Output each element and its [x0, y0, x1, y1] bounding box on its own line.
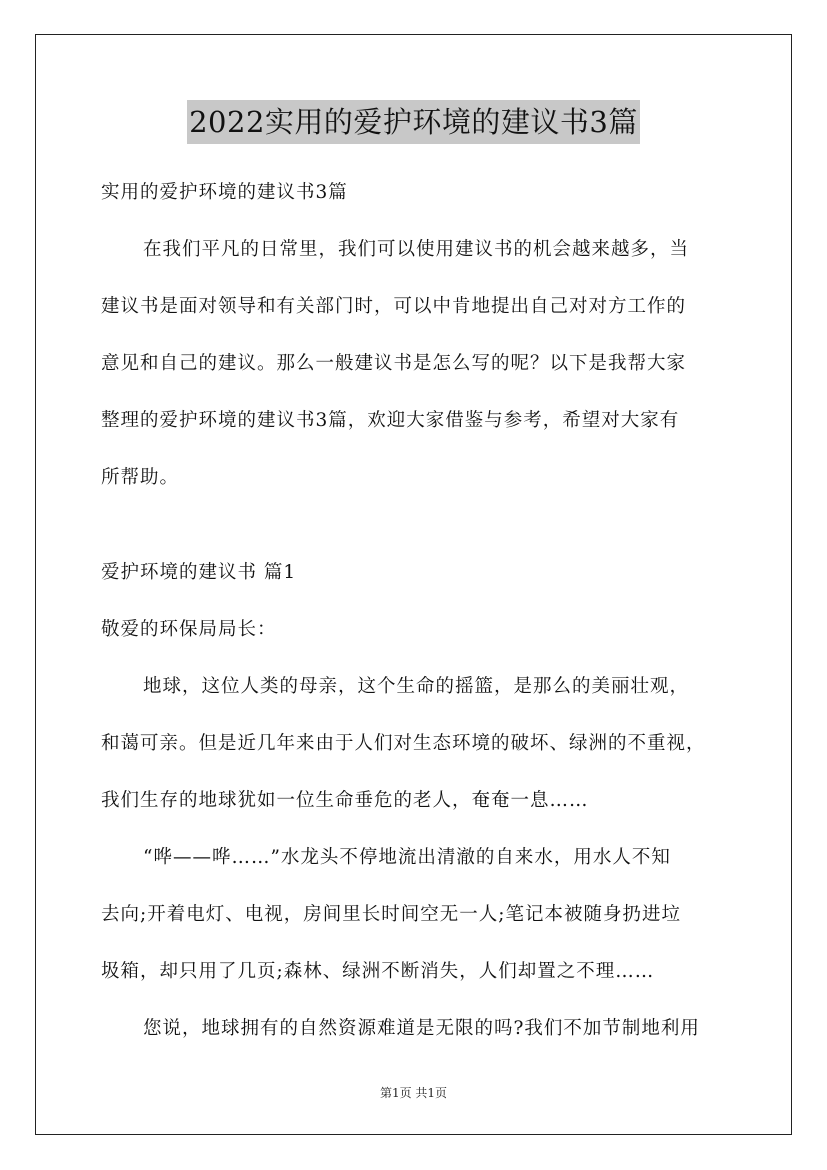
paragraph-line: 建议书是面对领导和有关部门时，可以中肯地提出自己对对方工作的 — [101, 296, 687, 317]
paragraph-line: 整理的爱护环境的建议书3篇，欢迎大家借鉴与参考，希望对大家有 — [101, 410, 680, 431]
paragraph-line: 所帮助。 — [101, 467, 180, 488]
paragraph-line: 意见和自己的建议。那么一般建议书是怎么写的呢？以下是我帮大家 — [101, 353, 687, 374]
paragraph-line: 在我们平凡的日常里，我们可以使用建议书的机会越来越多，当 — [143, 239, 690, 260]
page-footer: 第1页 共1页 — [379, 1086, 448, 1100]
intro-block — [101, 164, 733, 506]
paragraph-line: 和蔼可亲。但是近几年来由于人们对生态环境的破坏、绿洲的不重视， — [101, 733, 706, 754]
paragraph-line: 圾箱，却只用了几页;森林、绿洲不断消失，人们却置之不理…… — [101, 961, 655, 982]
title-container — [0, 100, 827, 144]
subtitle-line: 实用的爱护环境的建议书3篇 — [101, 182, 348, 203]
paragraph-line: 去向;开着电灯、电视，房间里长时间空无一人;笔记本被随身扔进垃 — [101, 904, 681, 925]
salutation-line: 敬爱的环保局局长： — [101, 619, 277, 640]
paragraph-line: 地球，这位人类的母亲，这个生命的摇篮，是那么的美丽壮观， — [143, 676, 690, 697]
paragraph-line: 我们生存的地球犹如一位生命垂危的老人，奄奄一息…… — [101, 790, 589, 811]
paragraph-line: 您说，地球拥有的自然资源难道是无限的吗?我们不加节制地利用 — [143, 1018, 700, 1039]
paragraph-line: “哗——哗……”水龙头不停地流出清澈的自来水，用水人不知 — [143, 847, 671, 868]
section-heading: 爱护环境的建议书 篇1 — [101, 562, 297, 583]
section-block — [101, 544, 733, 1057]
document-title: 2022实用的爱护环境的建议书3篇 — [187, 100, 640, 144]
